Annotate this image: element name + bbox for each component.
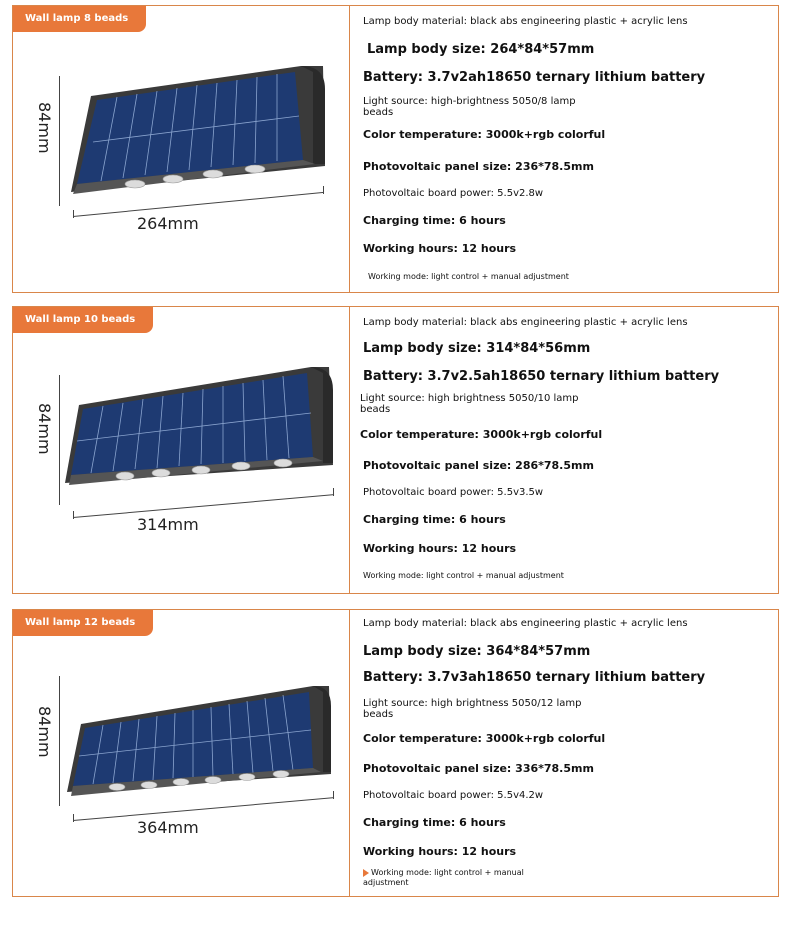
card-divider <box>349 307 350 593</box>
spec-board-power: Photovoltaic board power: 5.5v3.5w <box>363 487 544 498</box>
spec-body-size: Lamp body size: 364*84*57mm <box>363 644 591 659</box>
width-dimension-line <box>73 494 334 518</box>
spec-charging-time: Charging time: 6 hours <box>363 513 506 526</box>
width-dimension-label: 264mm <box>137 214 199 233</box>
spec-battery: Battery: 3.7v3ah18650 ternary lithium battery <box>363 670 706 685</box>
spec-material: Lamp body material: black abs engineering plastic + acrylic lens <box>363 618 688 629</box>
width-tick-right <box>333 488 334 496</box>
spec-working-mode: Working mode: light control + manual adjustment <box>363 868 524 887</box>
spec-color-temperature: Color temperature: 3000k+rgb colorful <box>363 732 606 745</box>
product-card-8-beads <box>12 5 779 293</box>
triangle-bullet-icon <box>363 869 369 877</box>
width-tick-left <box>73 511 74 519</box>
spec-working-mode-row <box>363 868 563 888</box>
spec-working-mode: Working mode: light control + manual adjustment <box>368 272 569 281</box>
spec-material: Lamp body material: black abs engineering plastic + acrylic lens <box>363 16 688 27</box>
product-card-10-beads <box>12 306 779 594</box>
spec-light-source: Light source: high brightness 5050/10 lamp beads <box>360 393 579 415</box>
width-dimension-label: 364mm <box>137 818 199 837</box>
card-divider <box>349 6 350 292</box>
height-dimension-line <box>59 676 60 806</box>
spec-panel-size: Photovoltaic panel size: 286*78.5mm <box>363 459 594 472</box>
spec-working-hours: Working hours: 12 hours <box>363 242 517 255</box>
height-dimension-line <box>59 375 60 505</box>
spec-charging-time: Charging time: 6 hours <box>363 816 506 829</box>
width-dimension-label: 314mm <box>137 515 199 534</box>
product-tag: Wall lamp 12 beads <box>13 610 153 636</box>
height-dimension-label: 84mm <box>35 403 54 455</box>
lamp-image-10-beads <box>61 365 341 495</box>
spec-board-power: Photovoltaic board power: 5.5v2.8w <box>363 188 544 199</box>
spec-light-source: Light source: high brightness 5050/12 lamp beads <box>363 698 582 720</box>
card-divider <box>349 610 350 896</box>
width-tick-left <box>73 210 74 218</box>
spec-body-size: Lamp body size: 264*84*57mm <box>367 42 595 57</box>
height-dimension-line <box>59 76 60 206</box>
spec-material: Lamp body material: black abs engineering plastic + acrylic lens <box>363 317 688 328</box>
height-dimension-label: 84mm <box>35 706 54 758</box>
width-tick-right <box>323 186 324 194</box>
spec-battery: Battery: 3.7v2.5ah18650 ternary lithium battery <box>363 369 720 384</box>
spec-battery: Battery: 3.7v2ah18650 ternary lithium battery <box>363 70 706 85</box>
height-dimension-label: 84mm <box>35 102 54 154</box>
spec-charging-time: Charging time: 6 hours <box>363 214 506 227</box>
product-tag: Wall lamp 8 beads <box>13 6 146 32</box>
lamp-image-12-beads <box>63 684 343 814</box>
spec-light-source: Light source: high-brightness 5050/8 lamp beads <box>363 96 576 118</box>
lamp-image-8-beads <box>63 64 333 204</box>
spec-panel-size: Photovoltaic panel size: 236*78.5mm <box>363 160 594 173</box>
spec-working-hours: Working hours: 12 hours <box>363 845 517 858</box>
product-tag: Wall lamp 10 beads <box>13 307 153 333</box>
width-tick-right <box>333 791 334 799</box>
spec-panel-size: Photovoltaic panel size: 336*78.5mm <box>363 762 594 775</box>
spec-color-temperature: Color temperature: 3000k+rgb colorful <box>363 128 606 141</box>
spec-working-hours: Working hours: 12 hours <box>363 542 517 555</box>
product-card-12-beads <box>12 609 779 897</box>
spec-working-mode: Working mode: light control + manual adjustment <box>363 571 564 580</box>
spec-color-temperature: Color temperature: 3000k+rgb colorful <box>360 428 603 441</box>
spec-body-size: Lamp body size: 314*84*56mm <box>363 341 591 356</box>
spec-board-power: Photovoltaic board power: 5.5v4.2w <box>363 790 544 801</box>
width-tick-left <box>73 814 74 822</box>
